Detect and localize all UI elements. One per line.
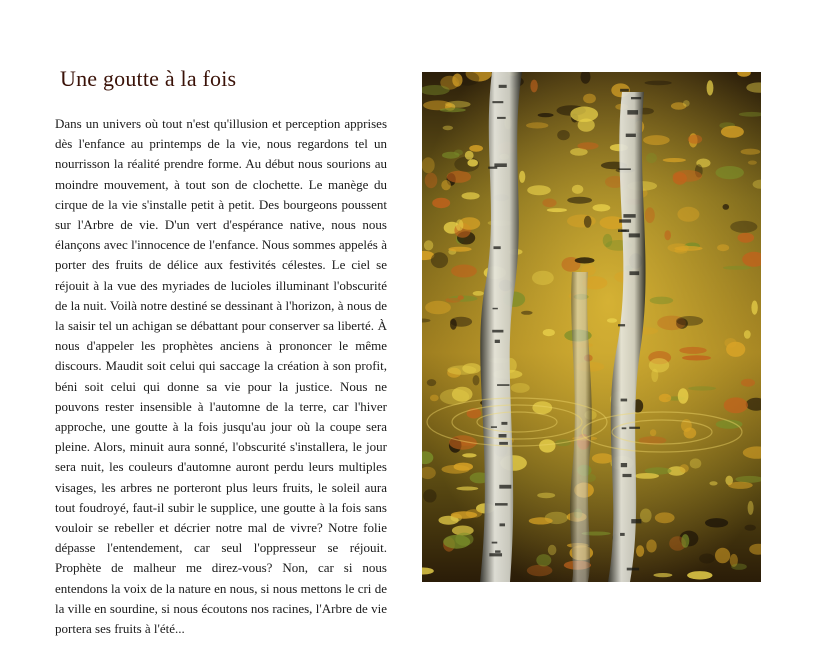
autumn-reflection-photo [422,72,761,582]
page-title: Une goutte à la fois [60,66,237,91]
article-body: Dans un univers où tout n'est qu'illusion et perception apprises dès l'enfance au printemps de la vie, nous regardons tel un nourrisson la réalité prendre forme. Au début nous sourions au moindre mouvement, à tout son de clochette. Le manège du cirque de la vie s'installe petit à petit. Des bourgeons poussent sur l'Arbre de vie. D'un vert d'espérance native, nous nous élançons avec l'innocence de l'enfance. Nous sommes appelés à porter des fruits de délice aux festivités célestes. Le ciel se réjouit à la vue des myriades de lucioles illuminant l'obscurité de la nuit. Voilà notre destiné se dessinant à l'horizon, à nous de la saisir tel un achigan se débattant pour conserver sa liberté. À nous d'appeler les prophètes anciens à prononcer le même discours. Maudit soit celui qui saccage la création à son profit, béni soit celui qui donne sa vie pour la justice. Nous ne pouvons rester insensible à l'automne de la terre, car l'hiver approche, une goutte à la fois jusqu'au jour où la coupe sera pleine. Alors, minuit aura sonné, l'obscurité s'installera, le jour sera nuit, les couleurs d'automne auront perdu leurs multiples visages, les arbres ne porteront plus leurs fruits, le soleil aura tout foudroyé, faut-il subir le supplice, une goutte à la fois sans vouloir se rebeller et décrier notre mal de vivre? Notre folie dépasse l'entendement, car seul l'oppresseur se réjouit. Prophète de malheur me direz-vous? Non, car si nous entendons la voix de la nature en nous, si nous mettons le cri de la ville en sourdine, si nous écoutons nos racines, l'Arbre de vie portera ses fruits à l'été... [55,116,387,637]
photo-artwork [422,72,761,582]
